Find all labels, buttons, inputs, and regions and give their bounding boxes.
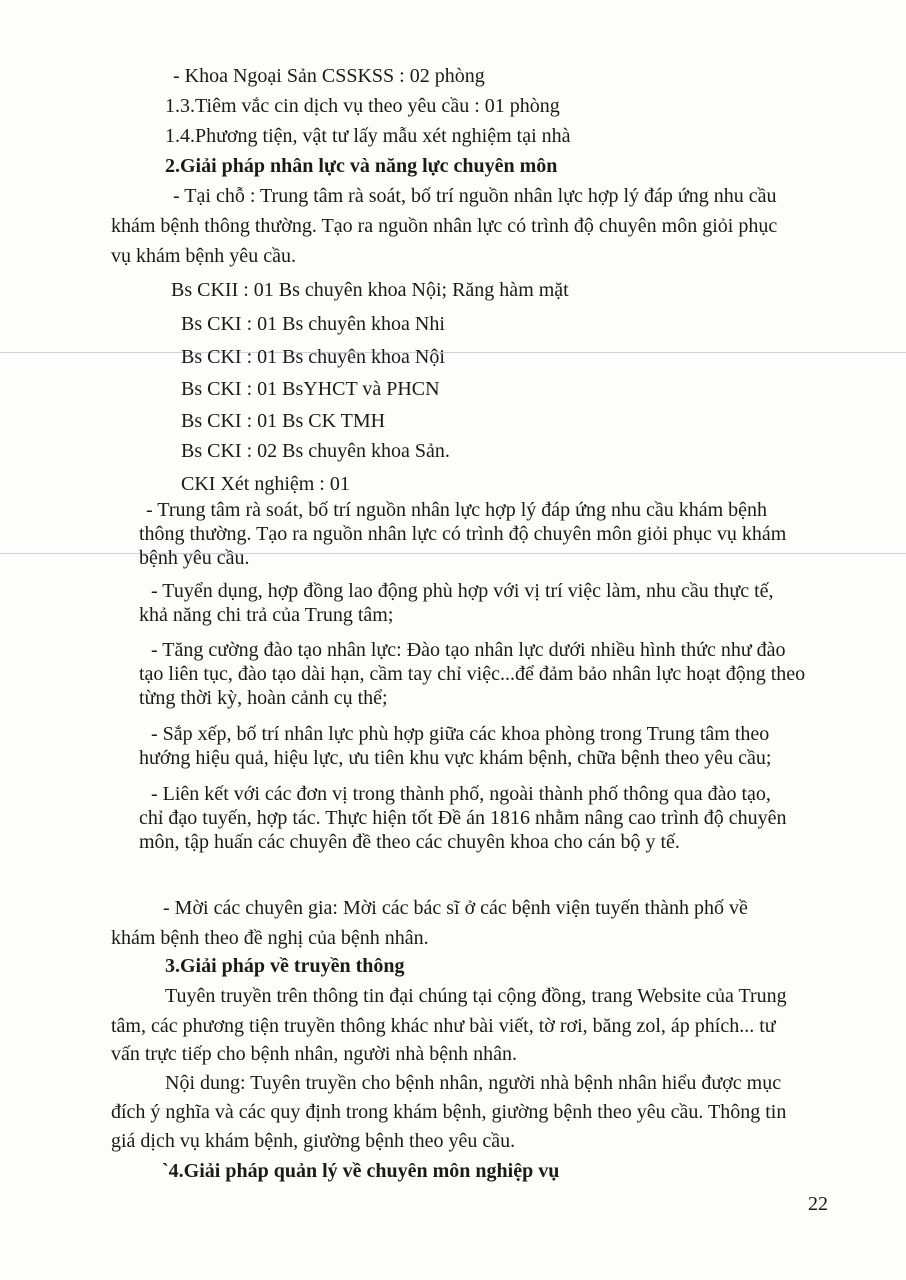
text-line: thông thường. Tạo ra nguồn nhân lực có trình độ chuyên môn giỏi phục vụ khám xyxy=(139,523,787,545)
text-line: giá dịch vụ khám bệnh, giường bệnh theo yêu cầu. xyxy=(111,1130,516,1152)
section-heading: 2.Giải pháp nhân lực và năng lực chuyên môn xyxy=(165,155,558,177)
text-line: - Tại chỗ : Trung tâm rà soát, bố trí nguồn nhân lực hợp lý đáp ứng nhu cầu xyxy=(173,185,777,207)
text-line: khám bệnh theo đề nghị của bệnh nhân. xyxy=(111,927,429,949)
text-line: Bs CKII : 01 Bs chuyên khoa Nội; Răng hàm mặt xyxy=(171,279,569,301)
text-line: Bs CKI : 01 Bs chuyên khoa Nội xyxy=(181,346,445,368)
text-line: - Trung tâm rà soát, bố trí nguồn nhân lực hợp lý đáp ứng nhu cầu khám bệnh xyxy=(146,499,768,521)
text-line: 1.3.Tiêm vắc cin dịch vụ theo yêu cầu : 01 phòng xyxy=(165,95,560,117)
text-line: đích ý nghĩa và các quy định trong khám bệnh, giường bệnh theo yêu cầu. Thông tin xyxy=(111,1101,787,1123)
scan-artifact-line xyxy=(0,553,906,554)
text-line: tạo liên tục, đào tạo dài hạn, cầm tay chỉ việc...để đảm bảo nhân lực hoạt động theo xyxy=(139,663,806,685)
text-line: - Tuyển dụng, hợp đồng lao động phù hợp với vị trí việc làm, nhu cầu thực tế, xyxy=(151,580,774,602)
text-line: 1.4.Phương tiện, vật tư lấy mẫu xét nghiệm tại nhà xyxy=(165,125,571,147)
text-line: Tuyên truyền trên thông tin đại chúng tại cộng đồng, trang Website của Trung xyxy=(165,985,787,1007)
text-line: chỉ đạo tuyến, hợp tác. Thực hiện tốt Đề án 1816 nhằm nâng cao trình độ chuyên xyxy=(139,807,787,829)
text-line: Nội dung: Tuyên truyền cho bệnh nhân, người nhà bệnh nhân hiểu được mục xyxy=(165,1072,782,1094)
text-line: hướng hiệu quả, hiệu lực, ưu tiên khu vực khám bệnh, chữa bệnh theo yêu cầu; xyxy=(139,747,772,769)
text-line: khả năng chi trả của Trung tâm; xyxy=(139,604,394,626)
scan-artifact-line xyxy=(0,352,906,353)
text-line: Bs CKI : 01 Bs chuyên khoa Nhi xyxy=(181,313,445,335)
text-line: - Sắp xếp, bố trí nhân lực phù hợp giữa các khoa phòng trong Trung tâm theo xyxy=(151,723,770,745)
text-line: tâm, các phương tiện truyền thông khác như bài viết, tờ rơi, băng zol, áp phích... tư xyxy=(111,1015,776,1037)
text-line: từng thời kỳ, hoàn cảnh cụ thể; xyxy=(139,687,388,709)
text-line: - Liên kết với các đơn vị trong thành phố, ngoài thành phố thông qua đào tạo, xyxy=(151,783,771,805)
text-line: vấn trực tiếp cho bệnh nhân, người nhà bệnh nhân. xyxy=(111,1043,518,1065)
section-heading: `4.Giải pháp quản lý về chuyên môn nghiệp vụ xyxy=(162,1160,560,1182)
section-heading: 3.Giải pháp về truyền thông xyxy=(165,955,405,977)
text-line: Bs CKI : 02 Bs chuyên khoa Sản. xyxy=(181,440,450,462)
text-line: Bs CKI : 01 BsYHCT và PHCN xyxy=(181,378,440,400)
text-line: khám bệnh thông thường. Tạo ra nguồn nhân lực có trình độ chuyên môn giỏi phục xyxy=(111,215,778,237)
text-line: - Mời các chuyên gia: Mời các bác sĩ ở các bệnh viện tuyến thành phố về xyxy=(163,897,748,919)
text-line: - Khoa Ngoại Sản CSSKSS : 02 phòng xyxy=(173,65,485,87)
text-line: bệnh yêu cầu. xyxy=(139,547,250,569)
text-line: CKI Xét nghiệm : 01 xyxy=(181,473,350,495)
text-line: môn, tập huấn các chuyên đề theo các chuyên khoa cho cán bộ y tế. xyxy=(139,831,680,853)
page-number: 22 xyxy=(808,1193,828,1215)
text-line: vụ khám bệnh yêu cầu. xyxy=(111,245,296,267)
text-line: - Tăng cường đào tạo nhân lực: Đào tạo nhân lực dưới nhiều hình thức như đào xyxy=(151,639,786,661)
text-line: Bs CKI : 01 Bs CK TMH xyxy=(181,410,386,432)
